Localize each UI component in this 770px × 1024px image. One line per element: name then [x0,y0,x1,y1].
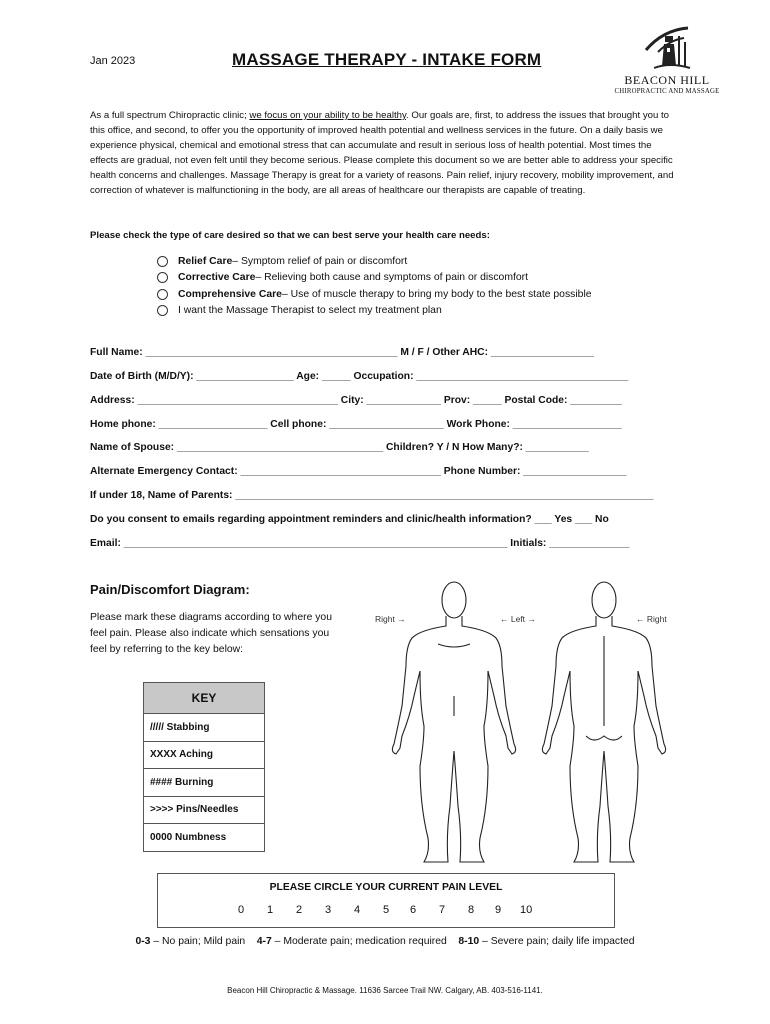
pain-level-option[interactable]: 4 [354,904,361,916]
email-consent-row[interactable]: Do you consent to emails regarding appointment reminders and clinic/health information? ___ Yes ___ No [90,514,609,525]
form-date: Jan 2023 [90,55,136,67]
logo-name: BEACON HILL [624,73,710,87]
logo-subtitle: CHIROPRACTIC AND MASSAGE [614,88,720,95]
key-item: XXXX Aching [144,741,265,769]
intro-underlined: we focus on your ability to be healthy [249,110,407,121]
dob-row[interactable]: Date of Birth (M/D/Y): _________________ Age: _____ Occupation: _____________________________________ [90,371,629,382]
option-label: Corrective Care [178,272,256,284]
care-option-relief[interactable] [157,253,592,270]
intro-part2: . Our goals are, first, to address the issues that brought you to this office, and second, to offer you the opportunity of improved health potential and wellness services in the future. On a daily basis we experience physical, chemical and emotional stress that can accumulate and result in serious loss of health potential. Most times the effects are gradual, not even felt until they become serious. Please complete this document so we are better able to address your specific health concerns and challenges. Massage Therapy is great for a variety of reasons. Pain relief, injury recovery, mobility improvement, and correction of whatever is malfunctioning in the body, are all areas of healthcare our therapists are capable of treating. [90,110,674,197]
footer-address: Beacon Hill Chiropractic & Massage. 11636 Sarcee Trail NW. Calgary, AB. 403-516-1141. [227,986,543,995]
intro-paragraph [90,108,682,199]
direction-left: ← Left → [500,614,536,624]
email-row[interactable]: Email: ___________________________________________________________________ Initials: ______________ [90,538,630,549]
care-question: Please check the type of care desired so that we can best serve your health care needs: [90,230,490,241]
key-item: #### Burning [144,769,265,797]
option-desc: – Use of muscle therapy to bring my body to the best state possible [281,288,592,300]
address-row[interactable]: Address: ___________________________________ City: _____________ Prov: _____ Postal Code: _________ [90,395,622,406]
body-diagram[interactable] [380,576,680,872]
parents-row[interactable]: If under 18, Name of Parents: _________________________________________________________________________ [90,490,654,501]
radio-therapist-select[interactable] [157,305,168,316]
legend-text: – Severe pain; daily life impacted [479,936,635,947]
spouse-row[interactable]: Name of Spouse: ____________________________________ Children? Y / N How Many?: ___________ [90,442,589,453]
pain-level-title: PLEASE CIRCLE YOUR CURRENT PAIN LEVEL [269,882,503,893]
diagram-heading: Pain/Discomfort Diagram: [90,582,250,597]
care-option-corrective[interactable] [157,270,592,287]
pain-level-option[interactable]: 0 [238,904,245,916]
option-label: Relief Care [178,255,233,267]
phone-row[interactable]: Home phone: ___________________ Cell phone: ____________________ Work Phone: ___________________ [90,419,622,430]
front-body-outline [392,582,515,862]
radio-comprehensive-care[interactable] [157,289,168,300]
key-item: ///// Stabbing [144,714,265,742]
pain-level-option[interactable]: 5 [383,904,390,916]
pain-scale [238,904,532,916]
pain-level-option[interactable]: 1 [267,904,274,916]
page-title: MASSAGE THERAPY - INTAKE FORM [232,50,542,69]
pain-level-option[interactable]: 2 [296,904,303,916]
diagram-instructions: Please mark these diagrams according to where you feel pain. Please also indicate which sensations you feel by referring to the key below: [90,612,332,655]
pain-level-option[interactable]: 7 [439,904,446,916]
care-option-comprehensive[interactable] [157,286,592,303]
radio-corrective-care[interactable] [157,272,168,283]
legend-range: 0-3 [135,936,151,947]
option-desc: – Relieving both cause and symptoms of pain or discomfort [255,272,529,284]
key-item: 0000 Numbness [144,824,265,852]
legend-text: – No pain; Mild pain [150,936,246,947]
key-item: >>>> Pins/Needles [144,796,265,824]
care-options [157,253,592,319]
pain-level-option[interactable]: 3 [325,904,332,916]
legend-text: – Moderate pain; medication required [271,936,447,947]
pain-level-option[interactable]: 9 [495,904,502,916]
direction-right-back: ← Right [636,614,667,624]
pain-legend [0,936,770,947]
back-body-outline [542,582,665,862]
legend-range: 8-10 [458,936,480,947]
pain-level-option[interactable]: 6 [410,904,417,916]
pain-level-option[interactable]: 10 [520,904,533,916]
direction-right-front: Right → [375,614,406,624]
option-desc: I want the Massage Therapist to select my treatment plan [178,305,442,317]
option-label: Comprehensive Care [178,288,282,300]
full-name-row[interactable]: Full Name: ____________________________________________ M / F / Other AHC: __________________ [90,347,594,358]
option-desc: – Symptom relief of pain or discomfort [232,255,408,267]
emergency-contact-row[interactable]: Alternate Emergency Contact: ___________________________________ Phone Number: __________________ [90,466,627,477]
key-table [143,682,265,852]
legend-range: 4-7 [256,936,272,947]
radio-relief-care[interactable] [157,256,168,267]
intro-part1: As a full spectrum Chiropractic clinic; [90,110,250,121]
care-option-therapist-select[interactable] [157,303,592,320]
key-title: KEY [144,683,265,714]
pain-level-box [157,873,615,928]
pain-level-option[interactable]: 8 [468,904,475,916]
